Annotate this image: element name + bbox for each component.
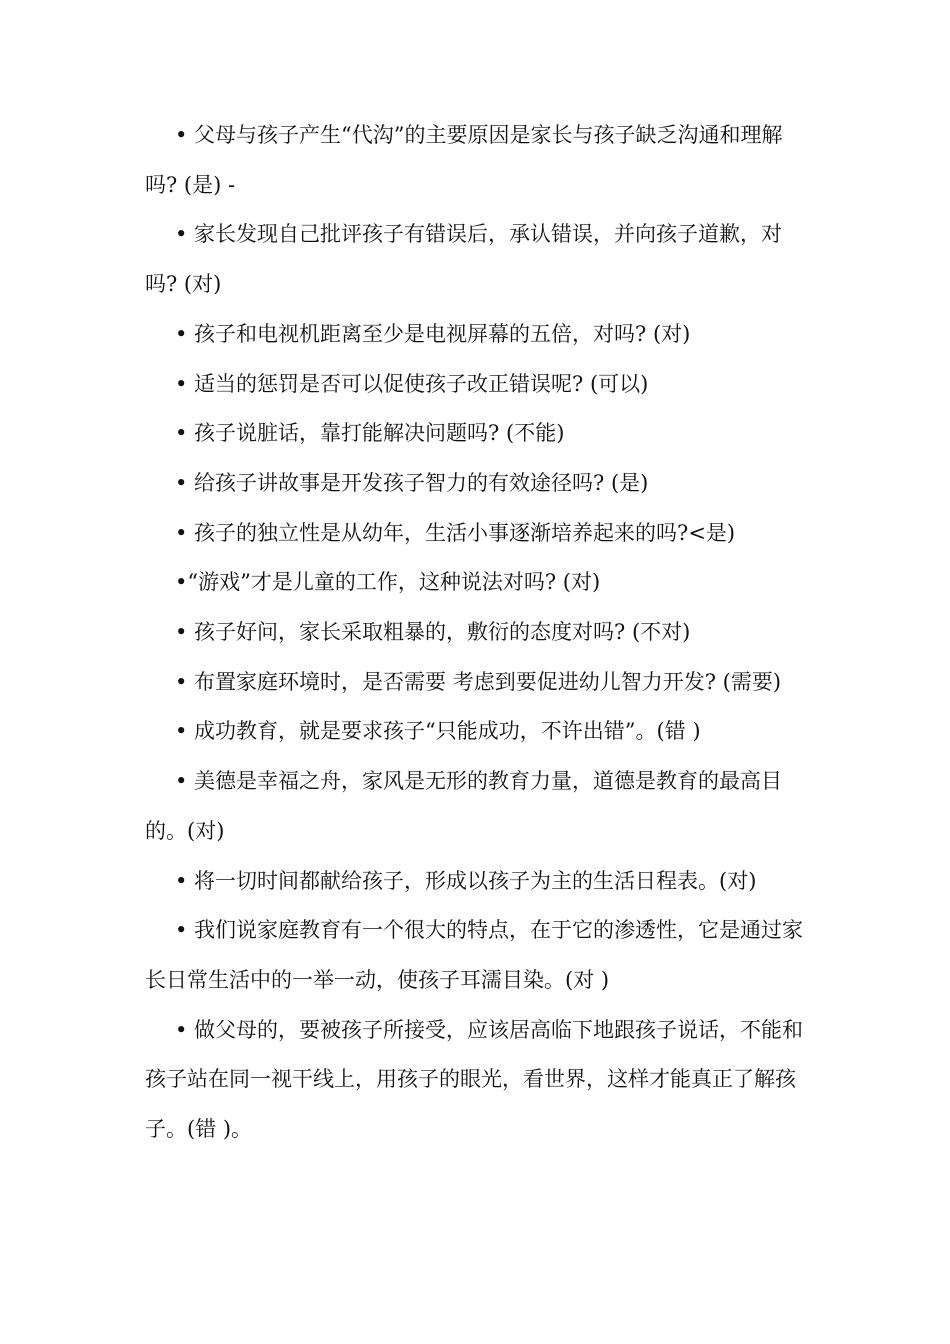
list-item: • 布置家庭环境时，是否需要 考虑到要促进幼儿智力开发? (需要) xyxy=(175,669,782,694)
list-item: • 我们说家庭教育有一个很大的特点，在于它的渗透性，它是通过家长日常生活中的一举一动，使孩子耳濡目染。(对 ) xyxy=(145,918,804,992)
list-item: • 父母与孩子产生“代沟”的主要原因是家长与孩子缺乏沟通和理解吗? (是) - xyxy=(145,123,783,197)
list-item: • 孩子的独立性是从幼年，生活小事逐渐培养起来的吗?<是) xyxy=(175,520,736,545)
list-item: • 家长发现自己批评孩子有错误后，承认错误，并向孩子道歉，对吗? (对) xyxy=(145,222,783,297)
list-item: • 孩子好问，家长采取粗暴的，敷衍的态度对吗? (不对) xyxy=(175,620,691,645)
list-item: • 给孩子讲故事是开发孩子智力的有效途径吗? (是) xyxy=(175,470,649,495)
document-body xyxy=(145,111,810,1155)
list-item: • 孩子和电视机距离至少是电视屏幕的五倍，对吗? (对) xyxy=(175,321,691,346)
list-item: • 将一切时间都献给孩子，形成以孩子为主的生活日程表。(对) xyxy=(175,868,757,893)
list-item: • 适当的惩罚是否可以促使孩子改正错误呢? (可以) xyxy=(175,371,649,396)
list-item: • 美德是幸福之舟，家风是无形的教育力量，道德是教育的最高目的。(对) xyxy=(145,769,783,843)
list-item: •“游戏”才是儿童的工作，这种说法对吗? (对) xyxy=(175,570,601,595)
list-item: • 成功教育，就是要求孩子“只能成功，不许出错”。(错 ) xyxy=(175,719,701,744)
list-item: • 孩子说脏话，靠打能解决问题吗? (不能) xyxy=(175,421,565,446)
list-item: • 做父母的，要被孩子所接受，应该居高临下地跟孩子说话，不能和孩子站在同一视干线上，用孩子的眼光，看世界，这样才能真正了解孩子。(错 )。 xyxy=(145,1017,804,1142)
